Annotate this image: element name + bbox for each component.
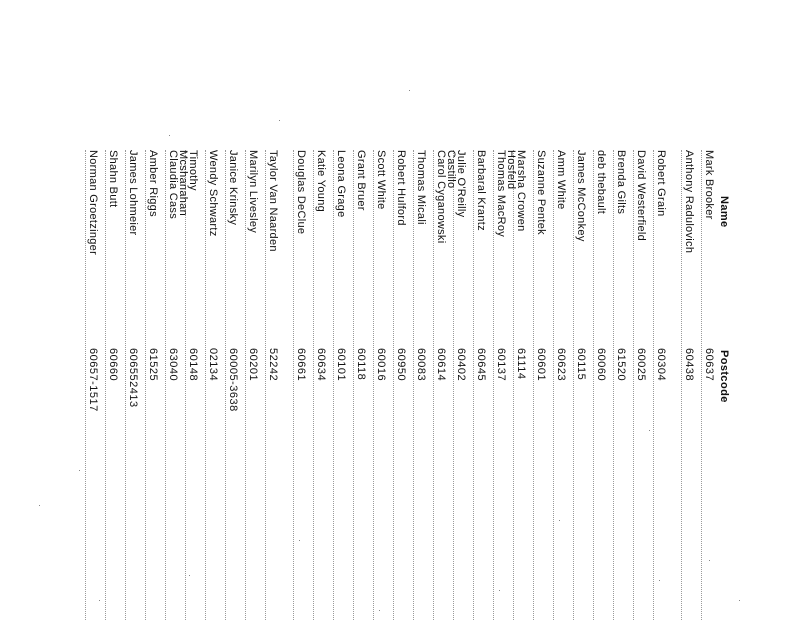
dotted-leader-line xyxy=(681,150,682,620)
scan-speckle xyxy=(499,590,500,591)
contact-postcode: 61520 xyxy=(615,348,627,382)
contact-name: Janice Krinsky xyxy=(227,150,239,226)
contact-postcode: 60438 xyxy=(683,348,695,382)
dotted-leader-line xyxy=(245,150,246,620)
contact-name: Timothy Mcshanahan xyxy=(177,150,199,216)
dotted-leader-line xyxy=(225,150,226,620)
contact-name: deb thebault xyxy=(595,150,607,215)
contact-postcode: 63040 xyxy=(167,348,179,382)
contact-postcode: 60645 xyxy=(475,348,487,382)
dotted-leader-line xyxy=(333,150,334,620)
contact-postcode: 60601 xyxy=(535,348,547,382)
scan-speckle xyxy=(559,520,560,521)
dotted-leader-line xyxy=(473,150,474,620)
contact-name: Barbaral Krantz xyxy=(475,150,487,231)
contact-name: Norman Groetzinger xyxy=(87,150,99,256)
contact-name: Leona Grage xyxy=(335,150,347,218)
scan-speckle xyxy=(739,600,740,601)
scan-speckle xyxy=(169,135,170,136)
contact-postcode: 60304 xyxy=(655,348,667,382)
contact-postcode: 60083 xyxy=(415,348,427,382)
contact-name: Anthony Radulovich xyxy=(683,150,695,254)
contact-postcode: 60137 xyxy=(495,348,507,382)
contact-postcode: 60614 xyxy=(435,348,447,382)
contact-name: Robert Hulford xyxy=(395,150,407,226)
contact-name: Robert Grain xyxy=(655,150,667,217)
contact-postcode: 02134 xyxy=(207,348,219,382)
name-column-header: Name xyxy=(718,196,730,228)
contact-postcode: 60005-3638 xyxy=(227,348,239,412)
dotted-leader-line xyxy=(165,150,166,620)
contact-name: Marilyn Livesley xyxy=(247,150,259,234)
contact-postcode: 60634 xyxy=(315,348,327,382)
contact-name: Claudia Cass xyxy=(167,150,179,220)
scan-speckle xyxy=(409,90,410,91)
contact-postcode: 60148 xyxy=(187,348,199,382)
dotted-leader-line xyxy=(493,150,494,620)
dotted-leader-line xyxy=(613,150,614,620)
contact-postcode: 52242 xyxy=(267,348,279,382)
contact-name: Scott White xyxy=(375,150,387,210)
dotted-leader-line xyxy=(205,150,206,620)
dotted-leader-line xyxy=(701,150,702,620)
contact-name: Thomas MacRoy xyxy=(495,150,507,238)
contact-postcode: 60101 xyxy=(335,348,347,382)
dotted-leader-line xyxy=(313,150,314,620)
contact-postcode: 60637 xyxy=(703,348,715,382)
contact-postcode: 60660 xyxy=(107,348,119,382)
contact-postcode: 60657-1517 xyxy=(87,348,99,412)
dotted-leader-line xyxy=(533,150,534,620)
contact-name: Suzanne Pentek xyxy=(535,150,547,235)
dotted-leader-line xyxy=(553,150,554,620)
contact-postcode: 61525 xyxy=(147,348,159,382)
dotted-leader-line xyxy=(413,150,414,620)
contact-postcode: 60118 xyxy=(355,348,367,381)
scan-speckle xyxy=(39,505,40,506)
scan-speckle xyxy=(649,430,650,431)
contact-name: Wendy Schwartz xyxy=(207,150,219,237)
contact-name: James McConkey xyxy=(575,150,587,242)
contact-postcode: 61114 xyxy=(515,348,527,380)
contact-name: Amm White xyxy=(555,150,567,210)
table-row xyxy=(670,0,694,618)
scan-speckle xyxy=(299,540,300,541)
contact-postcode: 60623 xyxy=(555,348,567,382)
scan-speckle xyxy=(279,120,280,121)
dotted-leader-line xyxy=(353,150,354,620)
scan-speckle xyxy=(189,575,190,576)
contact-postcode: 60016 xyxy=(375,348,387,382)
table-row xyxy=(74,0,98,618)
contact-name: David Westerfield xyxy=(635,150,647,242)
contact-name: Julie O'Reilly Castillo xyxy=(445,150,467,218)
contact-name: Katie Young xyxy=(315,150,327,213)
scan-speckle xyxy=(709,560,710,561)
dotted-leader-line xyxy=(125,150,126,620)
contact-name: Amber Riggs xyxy=(147,150,159,217)
contact-name: Taylor Van Naarden xyxy=(267,150,279,252)
contact-name: Mark Brooker xyxy=(703,150,715,220)
contact-name: Thomas Micali xyxy=(415,150,427,225)
postcode-column-header: Postcode xyxy=(718,350,730,403)
contact-postcode: 60201 xyxy=(247,348,259,382)
contact-postcode: 60661 xyxy=(295,348,307,382)
dotted-leader-line xyxy=(433,150,434,620)
dotted-leader-line xyxy=(593,150,594,620)
scan-speckle xyxy=(79,470,80,471)
contact-postcode: 60025 xyxy=(635,348,647,382)
dotted-leader-line xyxy=(393,150,394,620)
dotted-leader-line xyxy=(265,150,266,620)
contact-postcode: 60060 xyxy=(595,348,607,382)
contact-postcode: 60402 xyxy=(455,348,467,382)
dotted-leader-line xyxy=(145,150,146,620)
scan-speckle xyxy=(659,580,660,581)
contact-name: Carol Cyganowski xyxy=(435,150,447,244)
contact-name: Marsha Crowen Hosfeld xyxy=(505,150,527,232)
contact-postcode: 60115 xyxy=(575,348,587,381)
dotted-leader-line xyxy=(573,150,574,620)
dotted-leader-line xyxy=(105,150,106,620)
contact-name: Grant Bruer xyxy=(355,150,367,211)
contact-name: Douglas DeClue xyxy=(295,150,307,235)
dotted-leader-line xyxy=(293,150,294,620)
contact-name: James Lohmeier xyxy=(127,150,139,236)
contact-postcode: 60950 xyxy=(395,348,407,382)
dotted-leader-line xyxy=(633,150,634,620)
contact-postcode: 606552413 xyxy=(127,348,139,408)
contact-name: Brenda Gilts xyxy=(615,150,627,215)
scan-speckle xyxy=(99,600,100,601)
dotted-leader-line xyxy=(373,150,374,620)
scan-speckle xyxy=(379,610,380,611)
dotted-leader-line xyxy=(85,150,86,620)
table-row xyxy=(282,0,306,618)
contact-name: Shahn Butt xyxy=(107,150,119,208)
dotted-leader-line xyxy=(653,150,654,620)
